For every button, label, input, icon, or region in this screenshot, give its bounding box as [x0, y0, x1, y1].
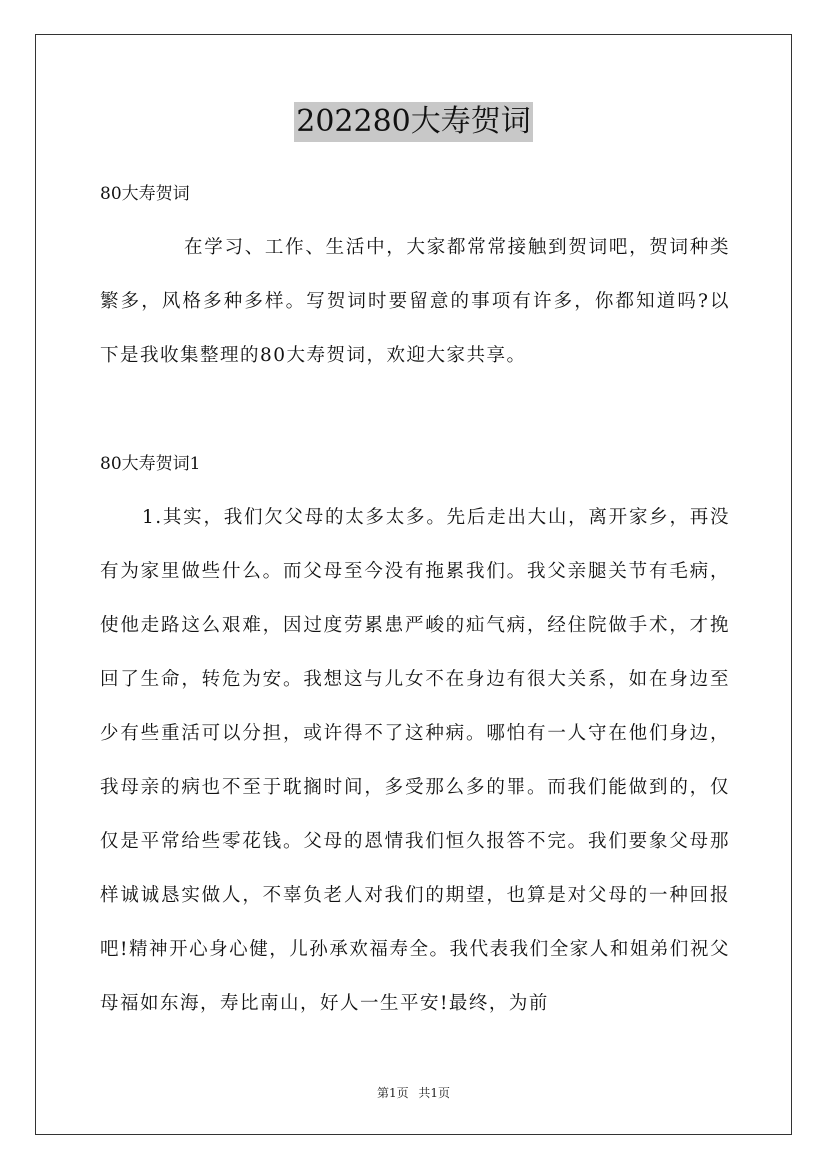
body-paragraph: 1.其实，我们欠父母的太多太多。先后走出大山，离开家乡，再没有为家里做些什么。而父母至今没有拖累我们。我父亲腿关节有毛病，使他走路这么艰难，因过度劳累患严峻的疝气病，经住院做手术，才挽回了生命，转危为安。我想这与儿女不在身边有很大关系，如在身边至少有些重活可以分担，或许得不了这种病。哪怕有一人守在他们身边，我母亲的病也不至于耽搁时间，多受那么多的罪。而我们能做到的，仅仅是平常给些零花钱。父母的恩情我们恒久报答不完。我们要象父母那样诚诚恳实做人，不辜负老人对我们的期望，也算是对父母的一种回报吧!精神开心身心健，儿孙承欢福寿全。我代表我们全家人和姐弟们祝父母福如东海，寿比南山，好人一生平安!最终，为前 [100, 507, 730, 1014]
document-title: 202280大寿贺词 [294, 102, 533, 142]
page-number: 第1页 [376, 1086, 409, 1100]
page-total: 共1页 [418, 1086, 451, 1100]
page-footer [0, 1085, 827, 1101]
intro-paragraph: 在学习、工作、生活中，大家都常常接触到贺词吧，贺词种类繁多，风格多种多样。写贺词时要留意的事项有许多，你都知道吗?以下是我收集整理的80大寿贺词，欢迎大家共享。 [100, 237, 730, 366]
intro-subheading: 80大寿贺词 [100, 184, 190, 204]
section-heading: 80大寿贺词1 [100, 454, 201, 474]
title-container [0, 102, 827, 142]
